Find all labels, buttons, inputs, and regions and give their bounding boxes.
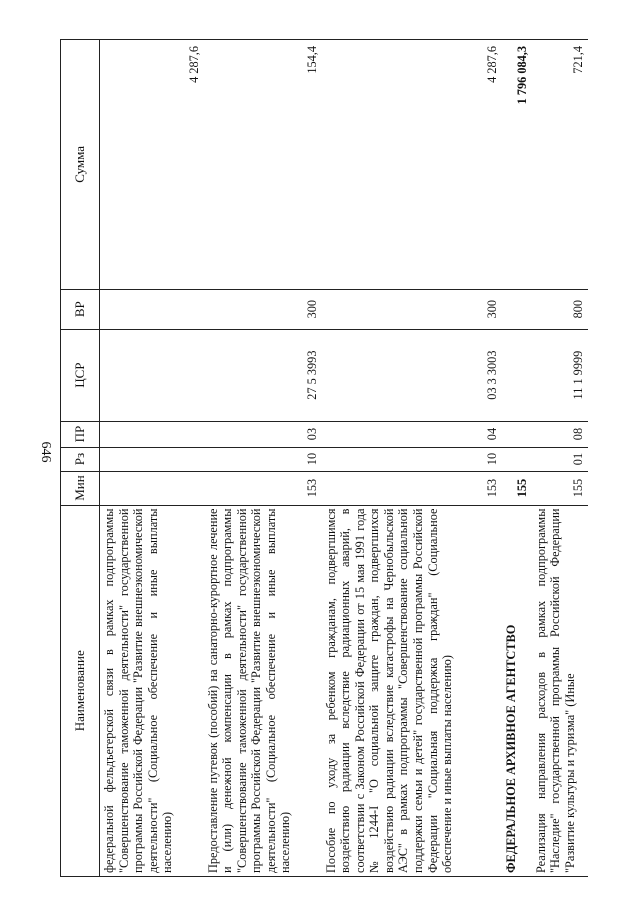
row-rz: 01 [532, 447, 588, 471]
row-pr [100, 421, 204, 447]
table-row [532, 40, 588, 877]
row-rz: 10 [204, 447, 322, 471]
table-row [100, 40, 204, 877]
header-pr: ПР [61, 421, 100, 447]
row-min: 155 [532, 471, 588, 505]
row-csr: 27 5 3993 [204, 329, 322, 421]
row-vr: 300 [322, 289, 502, 329]
row-pr [502, 421, 532, 447]
row-name: Пособие по уходу за ребенком гражданам, подвергшимся воздействию радиации вследствие радиационных аварий, в соответствии с Законом Российской Федерации от 15 мая 1991 года № 1244-I "О социальной защите граждан, подвергшихся воздействию радиации вследствие катастрофы на Чернобыльской АЭС" в рамках подпрограммы "Совершенствование социальной поддержки семьи и детей" государственной программы Российской Федерации "Социальная поддержка граждан" (Социальное обеспечение и иные выплаты населению) [322, 505, 502, 876]
table-row [502, 40, 532, 877]
row-name: федеральной фельдъегерской связи в рамках подпрограммы "Совершенствование таможенной деятельности" государственной программы Российской Федерации "Развитие внешнеэкономической деятельности" (Социальное обеспечение и иные выплаты населению) [100, 505, 204, 876]
row-name: Предоставление путевок (пособий) на санаторно-курортное лечение и (или) денежной компенсации в рамках подпрограммы "Совершенствование таможенной деятельности" государственной программы Российской Федерации "Развитие внешнеэкономической деятельности" (Социальное обеспечение и иные выплаты населению) [204, 505, 322, 876]
row-csr [100, 329, 204, 421]
row-vr [100, 289, 204, 329]
row-rz [100, 447, 204, 471]
header-csr: ЦСР [61, 329, 100, 421]
row-vr: 800 [532, 289, 588, 329]
row-pr: 03 [204, 421, 322, 447]
row-min: 153 [322, 471, 502, 505]
row-min: 153 [204, 471, 322, 505]
budget-table-rotated [60, 39, 585, 877]
budget-table [60, 39, 588, 877]
table-row [322, 40, 502, 877]
header-sum: Сумма [61, 40, 100, 290]
row-pr: 08 [532, 421, 588, 447]
row-csr: 03 3 3003 [322, 329, 502, 421]
row-min [100, 471, 204, 505]
row-sum: 154,4 [204, 40, 322, 290]
row-rz: 10 [322, 447, 502, 471]
header-rz: Рз [61, 447, 100, 471]
table-row [204, 40, 322, 877]
table-header-row [61, 40, 100, 877]
row-sum: 4 287,6 [322, 40, 502, 290]
page-number-text: 646 [38, 441, 53, 463]
row-min: 155 [502, 471, 532, 505]
header-name: Наименование [61, 505, 100, 876]
row-sum: 4 287,6 [100, 40, 204, 290]
row-vr [502, 289, 532, 329]
row-csr [502, 329, 532, 421]
row-pr: 04 [322, 421, 502, 447]
header-min: Мин [61, 471, 100, 505]
row-csr: 11 1 9999 [532, 329, 588, 421]
row-rz [502, 447, 532, 471]
row-name: ФЕДЕРАЛЬНОЕ АРХИВНОЕ АГЕНТСТВО [502, 505, 532, 876]
row-name: Реализация направления расходов в рамках подпрограммы "Наследие" государственной программы Российской Федерации "Развитие культуры и туризма" (Иные [532, 505, 588, 876]
row-vr: 300 [204, 289, 322, 329]
row-sum: 1 796 084,3 [502, 40, 532, 290]
row-sum: 721,4 [532, 40, 588, 290]
header-vr: ВР [61, 289, 100, 329]
